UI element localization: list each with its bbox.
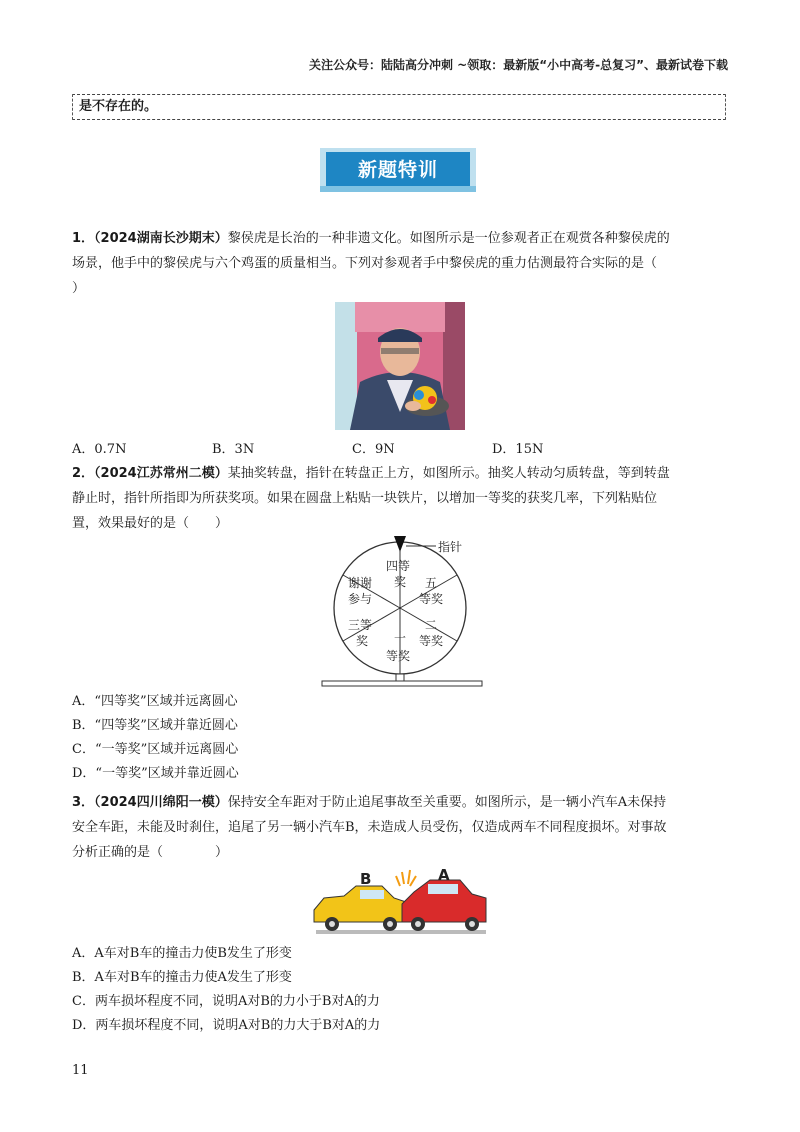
q2-line1: 某抽奖转盘，指针在转盘正上方，如图所示。抽奖人转动匀质转盘，等到转盘 [227,466,670,481]
question-2 [72,461,728,536]
q3-head: 3．（2024四川绵阳一模） [72,795,228,810]
q1-line1: 黎侯虎是长治的一种非遗文化。如图所示是一位参观者正在观赏各种黎侯虎的 [227,231,670,246]
sector-2-line1: 二 [425,618,438,632]
q2-option-d[interactable]: D．“一等奖”区域并靠近圆心 [72,766,239,781]
page-header: 关注公众号：陆陆高分冲刺 ~领取：最新版“小中高考-总复习”、最新试卷下载 [309,58,728,72]
q1-line3: ） [72,281,86,296]
q3-option-a[interactable]: A．A车对B车的撞击力使B发生了形变 [72,946,292,961]
sector-4-line2: 奖 [394,575,407,589]
q2-option-b[interactable]: B．“四等奖”区域并靠近圆心 [72,718,238,733]
car-collision-illustration [310,868,490,936]
q2-option-a[interactable]: A．“四等奖”区域并远离圆心 [72,694,238,709]
q2-option-c[interactable]: C．“一等奖”区域并远离圆心 [72,742,239,757]
sector-thanks-line1: 谢谢 [348,576,373,590]
sector-1-line2: 等奖 [386,649,411,663]
q1-option-b[interactable]: B．3N [212,442,255,457]
question-3 [72,790,728,865]
q2-head: 2．（2024江苏常州二模） [72,466,228,481]
visitor-photo [335,302,465,430]
pointer-label: 指针 [438,540,463,554]
q3-line1: 保持安全车距对于防止追尾事故至关重要。如图所示，是一辆小汽车A未保持 [227,795,667,810]
q2-line3: 置，效果最好的是（ ） [72,516,229,531]
sector-thanks-line2: 参与 [348,592,373,606]
sector-3-line2: 奖 [356,634,369,648]
car-a-label: A [438,868,450,884]
car-b-label: B [360,870,372,888]
sector-4-line1: 四等 [386,559,411,573]
section-banner [320,148,476,192]
banner-title: 新题特训 [357,159,438,181]
page-number: 11 [72,1063,89,1078]
note-box [72,94,726,120]
q3-option-b[interactable]: B．A车对B车的撞击力使A发生了形变 [72,970,292,985]
note-text: 是不存在的。 [79,99,158,114]
q3-line3: 分析正确的是（ ） [72,845,229,860]
q1-option-c[interactable]: C．9N [352,442,395,457]
q3-line2: 安全车距，未能及时刹住，追尾了另一辆小汽车B，未造成人员受伤，仅造成两车不同程度损坏。对事故 [72,820,667,835]
sector-5-line1: 五 [425,576,438,590]
sector-2-line2: 等奖 [419,634,444,648]
question-1 [72,226,728,301]
q1-option-d[interactable]: D．15N [492,442,544,457]
q3-option-c[interactable]: C．两车损坏程度不同，说明A对B的力小于B对A的力 [72,994,380,1009]
q1-line2: 场景，他手中的黎侯虎与六个鸡蛋的质量相当。下列对参观者手中黎侯虎的重力估测最符合实际的是（ [72,256,658,271]
q1-option-a[interactable]: A．0.7N [72,442,127,457]
q1-head: 1．（2024湖南长沙期末） [72,231,228,246]
q2-line2: 静止时，指针所指即为所获奖项。如果在圆盘上粘贴一块铁片，以增加一等奖的获奖几率，下列粘贴位 [72,491,658,506]
q3-option-d[interactable]: D．两车损坏程度不同，说明A对B的力大于B对A的力 [72,1018,381,1033]
q1-options [72,440,632,460]
sector-1-line1: 一 [394,631,407,645]
sector-5-line2: 等奖 [419,592,444,606]
prize-wheel-diagram [318,534,498,688]
sector-3-line1: 三等 [348,618,373,632]
